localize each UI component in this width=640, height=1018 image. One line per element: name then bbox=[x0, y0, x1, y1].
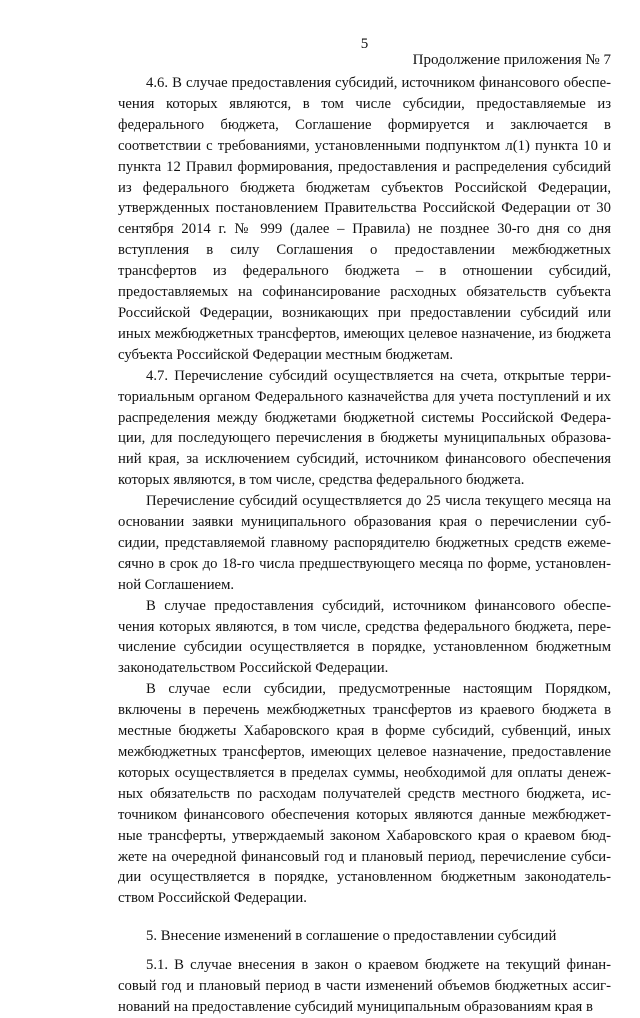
paragraph-5-1: 5.1. В случае внесения в закон о краевом бюджете на текущий финансовый год и плановый период в части изменений объемов бюджетных ассигнований на предоставление субсидий муниципальным образованиям края в bbox=[118, 957, 611, 1015]
paragraph-4-6: 4.6. В случае предоставления субсидий, источником финансового обеспечения которых являются, в том числе субсидии, предоставляемые из федерального бюджета, Соглашение формируется и заключается в соответствии с требованиями, установленными подпунктом л(1) пункта 10 и пункта 12 Правил формирования, предоставления и распределения субсидий из федерального бюджета бюджетам субъектов Российской Федерации, утвержденных постановлением Правительства Российской Федерации от 30 сентября 2014 г. № 999 (далее – Правила) не позднее 30-го дня со дня вступления в силу Соглашения о предоставлении межбюджетных трансфертов из федерального бюджета – в отношении субсидий, предоставляемых на софинансирование расходных обязательств субъекта Российской Федерации, возникающих при предоставлении субсидий или иных межбюджетных трансфертов, имеющих целевое назначение, из бюджета субъекта Российской Федерации местным бюджетам. bbox=[118, 75, 611, 363]
appendix-continuation-label: Продолжение приложения № 7 bbox=[412, 52, 611, 68]
document-body bbox=[118, 73, 611, 1018]
paragraph-federal-funding: В случае предоставления субсидий, источником финансового обеспечения которых являются, в том числе, средства федерального бюджета, перечисление субсидии осуществляется в порядке, установленном бюджетным законодательством Российской Федерации. bbox=[118, 597, 611, 677]
paragraph-transfer-deadline: Перечисление субсидий осуществляется до 25 числа текущего месяца на основании заявки муниципального образования края о перечислении субсидии, представляемой главному распорядителю бюджетных средств ежемесячно в срок до 18-го числа предшествующего месяца по форме, установленной Соглашением. bbox=[118, 493, 611, 593]
document-page bbox=[118, 30, 611, 1015]
page-number: 5 bbox=[360, 36, 369, 52]
paragraph-interbudget-transfers: В случае если субсидии, предусмотренные настоящим Порядком, включены в перечень межбюджетных трансфертов из краевого бюджета в местные бюджеты Хабаровского края в форме субсидий, субвенций, иных межбюджетных трансфертов, имеющих целевое назначение, предоставление которых осуществляется в пределах суммы, необходимой для оплаты денежных обязательств по расходам получателей средств местного бюджета, источником финансового обеспечения которых являются данные межбюджетные трансферты, утверждаемый законом Хабаровского края о краевом бюджете на очередной финансовый год и плановый период, перечисление субсидии осуществляется в порядке, установленном бюджетным законодательством Российской Федерации. bbox=[118, 681, 611, 907]
section-5-heading: 5. Внесение изменений в соглашение о предоставлении субсидий bbox=[146, 928, 557, 945]
paragraph-4-7: 4.7. Перечисление субсидий осуществляется на счета, открытые территориальным органом Федерального казначейства для учета поступлений и их распределения между бюджетами бюджетной системы Российской Федерации, для последующего перечисления в бюджеты муниципальных образований края, за исключением субсидий, источником финансового обеспечения которых являются, в том числе, средства федерального бюджета. bbox=[118, 367, 611, 489]
